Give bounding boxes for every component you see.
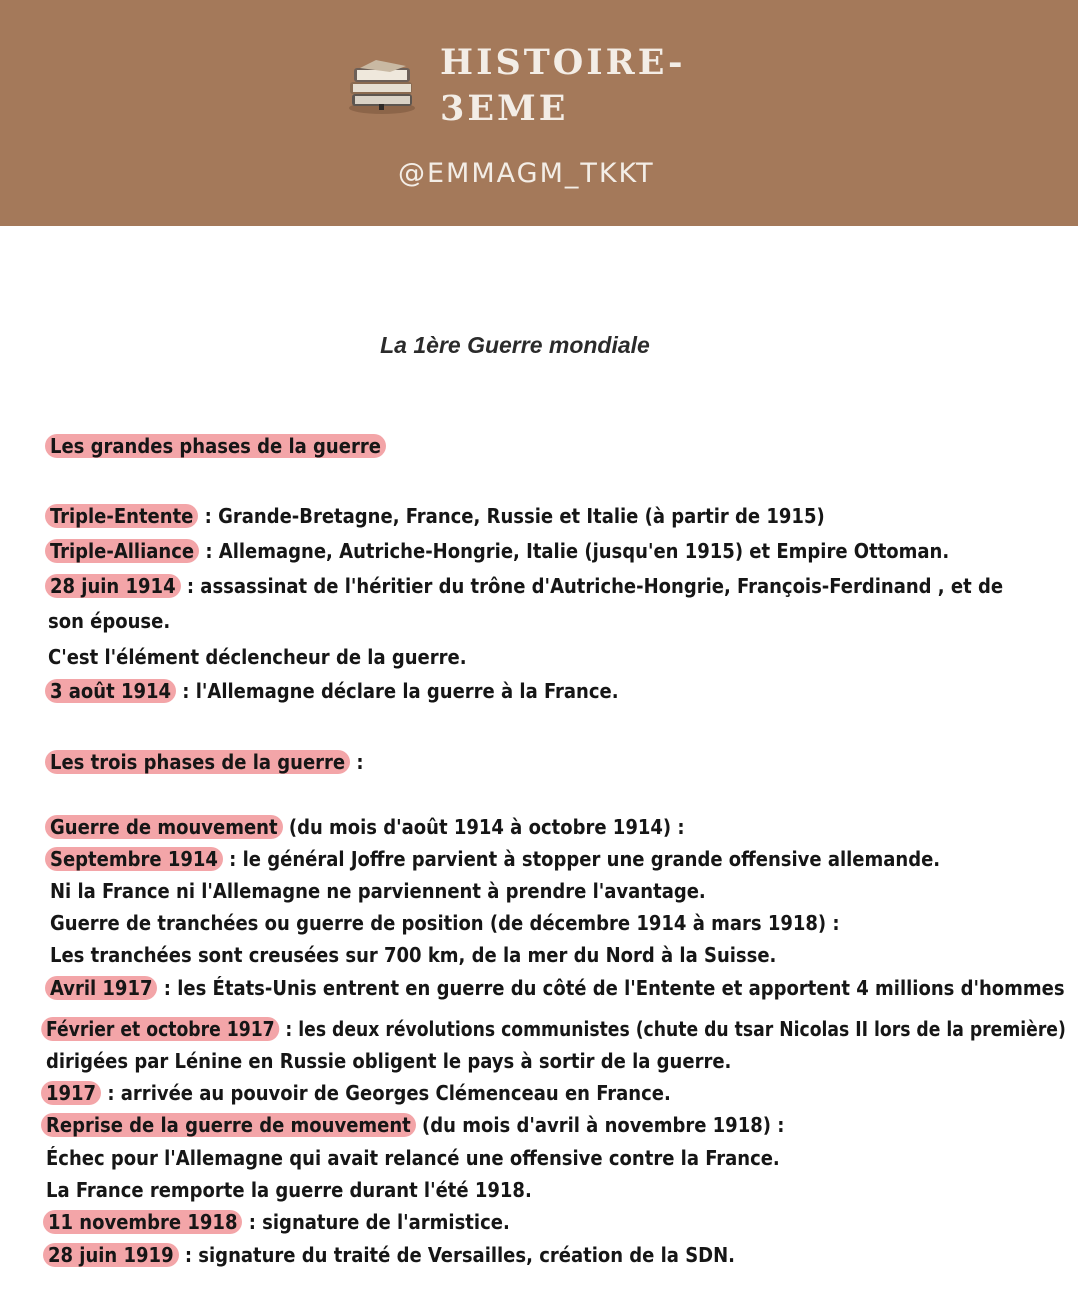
entry-fevrier-octobre-1917 bbox=[46, 1015, 1066, 1043]
entry-septembre-1914 bbox=[50, 845, 940, 873]
highlighted-heading: Les grandes phases de la guerre bbox=[45, 434, 386, 458]
entry-text: : Allemagne, Autriche-Hongrie, Italie (jusqu'en 1915) et Empire Ottoman. bbox=[199, 539, 950, 563]
entry-term: Avril 1917 bbox=[45, 976, 157, 1000]
entry-text: : assassinat de l'héritier du trône d'Autriche-Hongrie, François-Ferdinand , et de bbox=[180, 574, 1004, 598]
entry-guerre-de-tranchees: Guerre de tranchées ou guerre de position (de décembre 1914 à mars 1918) : bbox=[50, 911, 840, 935]
entry-guerre-de-mouvement bbox=[50, 813, 685, 841]
entry-term: Septembre 1914 bbox=[45, 847, 223, 871]
entry-text: : les deux révolutions communistes (chute du tsar Nicolas II lors de la première) bbox=[279, 1017, 1066, 1041]
entry-triple-alliance bbox=[50, 537, 949, 565]
highlighted-heading: Les trois phases de la guerre bbox=[45, 750, 350, 774]
entry-term: Guerre de mouvement bbox=[45, 815, 283, 839]
section-heading-trois-phases bbox=[50, 748, 364, 776]
banner-title-line-1: HISTOIRE- bbox=[440, 42, 686, 83]
author-handle: @EMMAGM_TKKT bbox=[398, 158, 655, 189]
stacked-books-icon bbox=[346, 56, 418, 116]
entry-triple-entente bbox=[50, 502, 825, 530]
header-banner bbox=[0, 0, 1078, 226]
entry-continuation: son épouse. bbox=[48, 609, 171, 633]
entry-term: 28 juin 1914 bbox=[45, 574, 181, 598]
heading-suffix: : bbox=[350, 750, 364, 774]
entry-tranchees-700km: Les tranchées sont creusées sur 700 km, de la mer du Nord à la Suisse. bbox=[50, 943, 777, 967]
entry-text: : le général Joffre parvient à stopper une grande offensive allemande. bbox=[222, 847, 941, 871]
entry-term: 3 août 1914 bbox=[45, 679, 176, 703]
entry-continuation: dirigées par Lénine en Russie obligent le pays à sortir de la guerre. bbox=[46, 1049, 732, 1073]
entry-text: : arrivée au pouvoir de Georges Clémenceau en France. bbox=[101, 1081, 671, 1105]
entry-11-novembre-1918 bbox=[48, 1208, 510, 1236]
entry-text: : les États-Unis entrent en guerre du côté de l'Entente et apportent 4 millions d'hommes bbox=[157, 976, 1065, 1000]
section-heading-grandes-phases bbox=[50, 432, 386, 460]
entry-france-remporte: La France remporte la guerre durant l'été 1918. bbox=[46, 1178, 532, 1202]
entry-text: : Grande-Bretagne, France, Russie et Italie (à partir de 1915) bbox=[198, 504, 825, 528]
entry-text: : signature de l'armistice. bbox=[242, 1210, 510, 1234]
entry-ni-la-france: Ni la France ni l'Allemagne ne parviennent à prendre l'avantage. bbox=[50, 879, 706, 903]
entry-text: : signature du traité de Versailles, création de la SDN. bbox=[178, 1243, 735, 1267]
entry-avril-1917 bbox=[50, 974, 1065, 1002]
entry-term: Triple-Alliance bbox=[45, 539, 199, 563]
banner-title-line-2: 3EME bbox=[440, 88, 569, 129]
banner-title bbox=[440, 40, 700, 132]
document-title: La 1ère Guerre mondiale bbox=[380, 332, 650, 358]
entry-28-juin-1914 bbox=[50, 572, 1003, 600]
entry-echec-allemagne: Échec pour l'Allemagne qui avait relancé une offensive contre la France. bbox=[46, 1146, 780, 1170]
entry-text: : l'Allemagne déclare la guerre à la France. bbox=[176, 679, 619, 703]
entry-text: (du mois d'avril à novembre 1918) : bbox=[415, 1113, 785, 1137]
entry-term: Triple-Entente bbox=[45, 504, 198, 528]
entry-3-aout-1914 bbox=[50, 677, 619, 705]
entry-term: 11 novembre 1918 bbox=[43, 1210, 242, 1234]
entry-text: (du mois d'août 1914 à octobre 1914) : bbox=[282, 815, 685, 839]
entry-reprise-mouvement bbox=[46, 1111, 784, 1139]
entry-term: Reprise de la guerre de mouvement bbox=[41, 1113, 416, 1137]
entry-term: Février et octobre 1917 bbox=[41, 1017, 279, 1041]
entry-1917 bbox=[46, 1079, 671, 1107]
entry-term: 1917 bbox=[41, 1081, 101, 1105]
entry-28-juin-1919 bbox=[48, 1241, 735, 1269]
entry-term: 28 juin 1919 bbox=[43, 1243, 179, 1267]
entry-declencheur: C'est l'élément déclencheur de la guerre. bbox=[48, 645, 467, 669]
